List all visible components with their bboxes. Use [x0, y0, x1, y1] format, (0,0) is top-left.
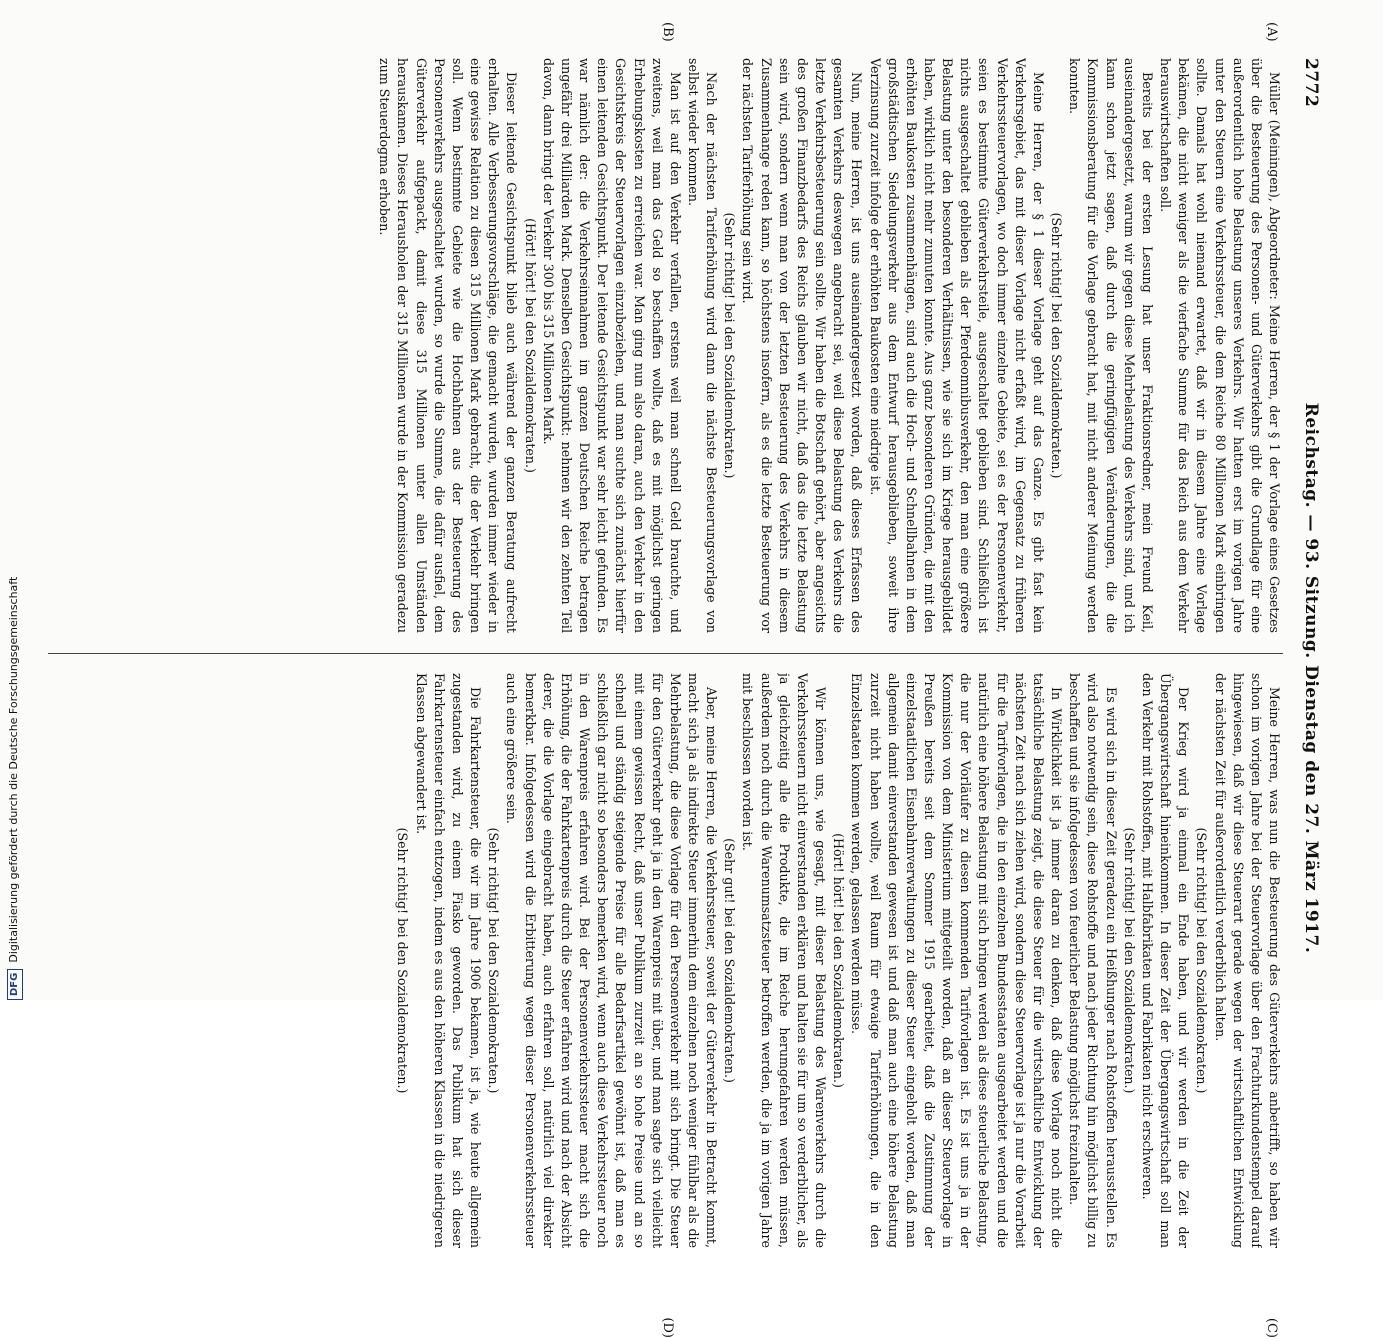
paragraph: Wir können uns, wie gesagt, mit dieser Belastung des Warenverkehrs durch die Verkehrssteuern nicht einverstanden erklären und halten sie für um so verderblicher, als ja gleichzeitig alle die Produkte, die im Reiche herumgefahren werden müssen, außerdem noch durch die Warenumsatzsteuer betroffen werden, die ja im vorigen Jahre mit beschlossen worden ist.: [740, 673, 829, 1248]
paragraph: Man ist auf den Verkehr verfallen, erstens weil man schnell Geld brauchte, und zweitens, weil man das Geld so beschaffen wollte, daß es mit möglichst geringen Erhebungskosten zu erreichen war. Man ging nun also daran, auch den Verkehr in den Gesichtskreis der Steuervorlagen einzubeziehen, und man suchte sich zunächst hierfür einen leitenden Gesichtspunkt. Der leitende Gesichtspunkt war sehr leicht gefunden. Es war nämlich der: die Verkehrseinnahmen im ganzen Deutschen Reiche betragen ungefähr drei Milliarden Mark. Denselben Gesichtspunkt: nehmen wir den zehnten Teil davon, dann bringt der Verkehr 300 bis 315 Millionen Mark.: [540, 58, 683, 633]
paragraph: Die Fahrkartensteuer, die wir im Jahre 1906 bekamen, ist ja, wie heute allgemein zugestanden wird, zu einem Fiasko geworden. Das Publikum hat sich dieser Fahrkartensteuer einfach entzogen, indem es aus den höheren Klassen in die niedrigeren Klassen abgewandert ist.: [413, 673, 484, 1248]
page-content: [35, 22, 1325, 1338]
interjection: (Hört! hört! bei den Sozialdemokraten.): [831, 833, 847, 1088]
paragraph: Aber, meine Herren, die Verkehrssteuer, soweit der Güterverkehr in Betracht kommt, macht sich ja als indirekte Steuer immerhin dem einzelnen noch weniger fühlbar als die Mehrbelastung, die diese Vorlage für den Personenverkehr mit sich bringt. Die Steuer für den Güterverkehr geht ja in den Warenpreis mit über, und man sagte sich vielleicht mit einem gewissen Recht, daß unser Publikum zurzeit an so hohe Preise und an so schnell und ständig steigende Preise für alle Bedarfsartikel gewöhnt ist, daß man es schließlich gar nicht so besonders bemerken wird, wenn auch diese Verkehrssteuer noch in den Warenpreis erfahren wird. Bei der Personenverkehrssteuer macht sich die Erhöhung, die der Fahrkartenpreis durch die Steuer erfahren wird und nach der Absicht derer, die die Vorlage eingebracht haben, auch erfahren soll, natürlich viel direkter bemerkbar. Infolgedessen wird die Erbitterung wegen dieser Personenverkehrssteuer auch eine größere sein.: [504, 673, 720, 1248]
page-title: Reichstag. — 93. Sitzung. Dienstag den 27. März 1917.: [1301, 402, 1321, 954]
credit-text: Digitalisierung gefördert durch die Deutsche Forschungsgemeinschaft: [7, 576, 20, 963]
paragraph: Müller (Meiningen), Abgeordneter: Meine Herren, der § 1 der Vorlage eines Gesetzes über die Besteuerung des Personen- und Güterverkehrs gibt die Grundlage für eine außerordentlich hohe Belastung unseres Verkehrs. Wir hatten erst im vorigen Jahre unter den Steuern eine Verkehrssteuer, die dem Reiche 80 Millionen Mark einbringen sollte. Damals hat wohl niemand erwartet, daß wir in diesem Jahre eine Vorlage bekämen, die nicht weniger als die vierfache Summe für das Reich aus dem Verkehr herauswirtschaften soll.: [1158, 58, 1282, 633]
interjection: (Sehr richtig! bei den Sozialdemokraten.): [722, 212, 738, 479]
paragraph: Es wird sich in dieser Zeit geradezu ein Heißhunger nach Rohstoffen herausstellen. Es wird also notwendig sein, diese Rohstoffe und nach jeder Richtung hin möglichst billig zu beschaffen und sie infolgedessen von feuerlicher Belastung möglichst freizuhalten.: [1067, 673, 1119, 1248]
paragraph: In Wirklichkeit ist ja immer daran zu denken, daß diese Vorlage noch nicht die tatsächliche Belastung zeigt, die diese Steuer für die wirtschaftliche Entwicklung der nächsten Zeit nach sich ziehen wird, sondern diese Steuervorlage ist ja nur die Vorarbeit für die Tarifvorlagen, die in den einzelnen Bundesstaaten ausgearbeitet werden und die natürlich eine höhere Belastung mit sich bringen werden als diese steuerliche Belastung, die nur der Vorläufer zu diesen kommenden Tarifvorlagen ist. Es ist uns ja in der Kommission von dem Ministerium mitgeteilt worden, daß an dieser Steuervorlage in Preußen bereits seit dem Sommer 1915 gearbeitet, daß die Zustimmung der einzelstaatlichen Eisenbahnverwaltungen zu dieser Steuer eingeholt worden, daß man allgemein damit einverstanden gewesen ist und daß man auch eine höhere Belastung zurzeit nicht haben wollte, weil Raum für etwaige Tariferhöhungen, die in den Einzelstaaten kommen werden, gelassen werden müsse.: [849, 673, 1065, 1248]
interjection: (Sehr richtig! bei den Sozialdemokraten.): [1121, 827, 1137, 1094]
paragraph: Dieser leitende Gesichtspunkt blieb auch während der ganzen Beratung aufrecht erhalten. Alle Verbesserungsvorschläge, die gemacht wurden, wurden immer wieder in eine gewisse Relation zu diesen 315 Millionen Mark gebracht, die der Verkehr bringen soll. Wenn bestimmte Gebiete wie die Hochbahnen aus der Besteuerung des Personenverkehrs ausgeschaltet wurden, so wurde die Summe, die dafür ausfiel, dem Güterverkehr aufgepackt, damit diese 315 Millionen unter allen Umständen herauskamen. Dieses Herausholen der 315 Millionen wurde in der Kommission geradezu zum Steuerdogma erhoben.: [377, 58, 520, 633]
interjection: (Sehr richtig! bei den Sozialdemokraten.): [486, 827, 502, 1094]
left-column: [48, 58, 1283, 633]
interjection: (Hört! hört! bei den Sozialdemokraten.): [522, 218, 538, 473]
page-header: [1293, 58, 1325, 1298]
paragraph: Bereits bei der ersten Lesung hat unser Fraktionsredner, mein Freund Keil, auseinandergesetzt, warum wir gegen diese Mehrbelastung des Verkehrs sind, und ich kann schon jetzt sagen, daß durch die geringfügigen Veränderungen, die die Kommissionsberatung für die Vorlage gebracht hat, mit nicht anderer Meinung werden konnten.: [1067, 58, 1155, 633]
page-number: 2772: [1301, 58, 1321, 108]
interjection: (Sehr richtig! bei den Sozialdemokraten.): [1049, 212, 1065, 479]
margin-mark-a: (A): [1264, 22, 1279, 42]
paragraph: Der Krieg wird ja einmal ein Ende haben, und wir werden in die Zeit der Übergangswirtschaft hineinkommen. In dieser Zeit der Übergangswirtschaft soll man den Verkehr mit Rohstoffen, mit Halbfabrikaten und Fabrikaten nicht erschweren.: [1139, 673, 1192, 1248]
margin-mark-c: (C): [1264, 1317, 1279, 1338]
digitization-credit: [3, 0, 25, 1000]
paragraph: Nach der nächsten Tariferhöhung wird dann die nächste Besteuerungsvorlage von selbst wieder kommen.: [686, 58, 720, 633]
dfg-logo: DFG: [7, 969, 23, 1000]
right-column: [48, 673, 1283, 1248]
interjection: (Sehr gut! bei den Sozialdemokraten.): [722, 838, 738, 1083]
margin-mark-b: (B): [660, 22, 675, 42]
interjection: (Sehr richtig! bei den Sozialdemokraten.): [395, 827, 411, 1094]
column-divider: [48, 653, 1283, 654]
margin-mark-d: (D): [660, 1317, 675, 1338]
paragraph: Meine Herren, der § 1 dieser Vorlage geht auf das Ganze. Es gibt fast kein Verkehrsgebiet, das mit dieser Vorlage nicht erfaßt wird, im Gegensatz zu früheren Verkehrssteuervorlagen, wo doch immer einzelne Gebiete, sei es der Personenverkehr, seien es bestimmte Güterverkehrsteile, ausgeschaltet geblieben sind. Schließlich ist nichts ausgeschaltet geblieben als der Pferdeomnibusverkehr, den man eine größere Belastung unter den besonderen Verhältnissen, wie sie sich im Kriege herausgebildet haben, wirklich nicht mehr zumuten konnte. Aus ganz besonderen Gründen, die mit den erhöhten Baukosten zusammenhängen, sind auch die Hoch- und Schnellbahnen in dem großstädtischen Siedelungsverkehr aus dem Entwurf herausgeblieben, soweit ihre Verzinsung zurzeit infolge der erhöhten Baukosten eine niedrige ist.: [867, 58, 1046, 633]
paragraph: Nun, meine Herren, ist uns auseinandergesetzt worden, daß dieses Erfassen des gesamten Verkehrs deswegen angebracht sei, weil diese Belastung des Verkehrs die letzte Verkehrsbesteuerung sein sollte. Wir haben die Botschaft gehört, aber angesichts des großen Finanzbedarfs des Reichs glauben wir nicht, daß das die letzte Belastung sein wird, sondern wenn man von der letzten Besteuerung des Verkehrs in diesem Zusammenhange reden kann, so höchstens insofern, als es die letzte Besteuerung vor der nächsten Tariferhöhung sein wird.: [740, 58, 865, 633]
interjection: (Sehr richtig! bei den Sozialdemokraten.): [1194, 827, 1210, 1094]
paragraph: Meine Herren, was nun die Besteuerung des Güterverkehrs anbetrifft, so haben wir schon im vorigen Jahre bei der Steuervorlage über den Frachturkundenstempel darauf hingewiesen, daß wir diese Steuerart gerade wegen der wirtschaftlichen Entwicklung der nächsten Zeit für außerordentlich verderblich halten.: [1212, 673, 1282, 1248]
